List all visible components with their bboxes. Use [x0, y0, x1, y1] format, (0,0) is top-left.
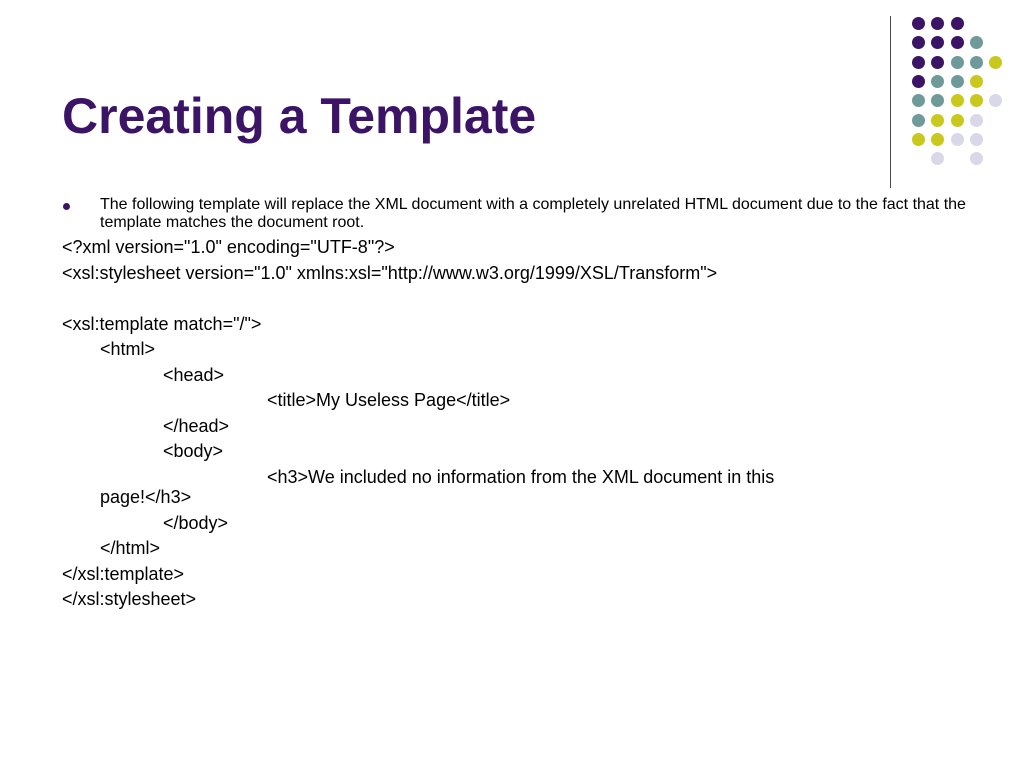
decorative-dot: [970, 56, 983, 69]
decorative-dot: [912, 56, 925, 69]
decorative-dot: [970, 75, 983, 88]
decorative-dot: [951, 56, 964, 69]
decorative-dot: [951, 75, 964, 88]
decorative-dot: [951, 133, 964, 146]
decorative-dot: [970, 114, 983, 127]
decorative-dot: [970, 36, 983, 49]
decorative-dot: [912, 36, 925, 49]
decorative-dot: [912, 94, 925, 107]
code-line: <?xml version="1.0" encoding="UTF-8"?>: [62, 237, 395, 257]
slide-title: Creating a Template: [62, 88, 537, 144]
code-line: </xsl:template>: [62, 564, 185, 584]
decorative-dot: [912, 114, 925, 127]
decorative-dot: [931, 94, 944, 107]
decorative-dot: [951, 17, 964, 30]
decorative-dot: [989, 94, 1002, 107]
code-line: <h3>We included no information from the XML document in this: [267, 467, 775, 487]
decorative-dot: [912, 133, 925, 146]
decorative-dot: [931, 56, 944, 69]
code-line: </xsl:stylesheet>: [62, 589, 197, 609]
code-line: page!</h3>: [100, 487, 192, 507]
title-divider: [890, 16, 891, 188]
decorative-dot: [989, 56, 1002, 69]
code-line: <xsl:stylesheet version="1.0" xmlns:xsl="http://www.w3.org/1999/XSL/Transform">: [62, 263, 718, 283]
decorative-dot: [951, 36, 964, 49]
code-line: </body>: [163, 513, 229, 533]
bullet-icon: [63, 203, 70, 210]
decorative-dot: [931, 152, 944, 165]
decorative-dot: [970, 133, 983, 146]
decorative-dot: [931, 133, 944, 146]
decorative-dot: [970, 152, 983, 165]
code-line: <xsl:template match="/">: [62, 314, 262, 334]
decorative-dot: [951, 114, 964, 127]
code-line: <head>: [163, 365, 225, 385]
decorative-dot: [912, 17, 925, 30]
decorative-dot: [912, 75, 925, 88]
code-line: <html>: [100, 339, 156, 359]
decorative-dot: [931, 36, 944, 49]
code-line: <body>: [163, 441, 224, 461]
decorative-dot: [931, 75, 944, 88]
decorative-dot: [951, 94, 964, 107]
decorative-dot: [931, 114, 944, 127]
code-line: </head>: [163, 416, 230, 436]
decorative-dot: [931, 17, 944, 30]
bullet-text: The following template will replace the XML document with a completely unrelated HTML document due to the fact that the template matches the document root.: [100, 196, 966, 231]
decorative-dot: [970, 94, 983, 107]
code-line: </html>: [100, 538, 161, 558]
code-line: <title>My Useless Page</title>: [267, 390, 511, 410]
